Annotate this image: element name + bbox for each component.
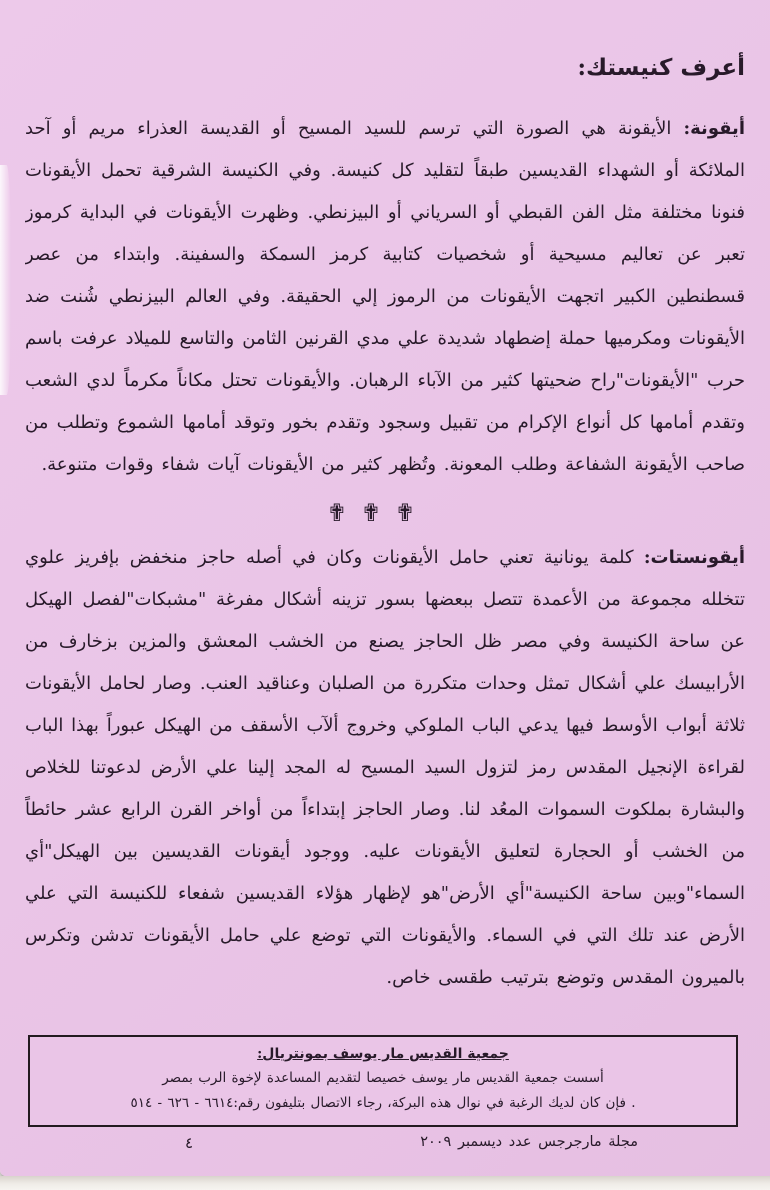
cross-divider-icon: ✟✟✟ xyxy=(326,498,430,527)
notice-line-contact: . فإن كان لديك الرغبة في نوال هذه البركة، رجاء الاتصال بتليفون رقم:٦٦١٤ - ٦٢٦ - ٥١٤ xyxy=(130,1095,636,1111)
notice-line-mission: أسست جمعية القديس مار يوسف خصيصا لتقديم المساعدة لإخوة الرب بمصر xyxy=(162,1070,604,1086)
paragraph-icon-definition xyxy=(25,108,745,486)
paragraph-lead-icon: أيقونة: xyxy=(683,118,745,139)
page-number: ٤ xyxy=(185,1134,194,1152)
paragraph-text-iconostasis: كلمة يونانية تعني حامل الأيقونات وكان في أصله حاجز منخفض بإفريز علوي تتخلله مجموعة من الأعمدة تتصل ببعضها بسور تزينه أشكال مفرغة "مشبكات"لفصل الهيكل عن ساحة الكنيسة وفي مصر ظل الحاجز يصنع من الخشب المعشق والمزين بزخارف من الأرابيسك علي أشكال تمثل وحدات متكررة من الصلبان وعناقيد العنب. وصار لحامل الأيقونات ثلاثة أبواب الأوسط فيها يدعي الباب الملوكي وخروج ألآب الأسقف من الهيكل عبوراً بهذا الباب لقراءة الإنجيل المقدس رمز لتزول السيد المسيح له المجد إلينا علي الأرض لدعوتنا للخلاص والبشارة بملكوت السموات المعُد لنا. وصار الحاجز إبتداءاً من أواخر القرن الرابع عشر حائطاً من الخشب أو الحجارة لتعليق الأيقونات عليه. ووجود أيقونات القديسين بين الهيكل"أي السماء"وبين ساحة الكنيسة"أي الأرض"هو لإظهار هؤلاء القديسين شفعاء للكنيسة التي علي الأرض عند تلك التي في السماء. والأيقونات التي توضع علي حامل الأيقونات تدشن وتكرس بالميرون المقدس وتوضع بترتيب طقسى خاص. xyxy=(25,547,745,988)
notice-box-title: جمعية القديس مار يوسف بمونتريال: xyxy=(257,1046,509,1062)
paragraph-text-icon: الأيقونة هي الصورة التي ترسم للسيد المسيح أو القديسة العذراء مريم أو آحد الملائكة أو الشهداء القديسين طبقاً لتقليد كل كنيسة. وفي الكنيسة الشرقية تحمل الأيقونات فنونا مختلفة مثل الفن القبطي أو السرياني أو البيزنطي. وظهرت الأيقونات في البداية كرموز تعبر عن تعاليم مسيحية أو شخصيات كتابية كرمز السمكة والسفينة. وابتداء من عصر قسطنطين الكبير اتجهت الأيقونات من الرموز إلي الحقيقة. وفي العالم البيزنطي شُنت ضد الأيقونات ومكرميها حملة إضطهاد شديدة علي مدي القرنين الثامن والتاسع للميلاد عرفت باسم حرب "الأيقونات"راح ضحيتها كثير من الآباء الرهبان. والأيقونات تحتل مكاناً مكرماً لدي الشعب وتقدم أمامها كل أنواع الإكرام من تقبيل وسجود وتقدم بخور وتوقد أمامها الشموع وتطلب من صاحب الأيقونة الشفاعة وطلب المعونة. وتُظهر كثير من الأيقونات آيات شفاء وقوات متنوعة. xyxy=(25,118,745,475)
article-body xyxy=(25,48,745,1016)
society-notice-box xyxy=(28,1035,738,1127)
paragraph-iconostasis xyxy=(25,537,745,999)
scan-edge-glare xyxy=(0,165,11,395)
page-footer xyxy=(0,1134,770,1156)
scan-bottom-edge xyxy=(0,1176,770,1190)
journal-name: مجلة مارجرجس عدد ديسمبر ٢٠٠٩ xyxy=(420,1134,638,1150)
page-title: أعرف كنيستك: xyxy=(577,54,745,81)
paragraph-lead-iconostasis: أيقونستات: xyxy=(643,547,745,568)
